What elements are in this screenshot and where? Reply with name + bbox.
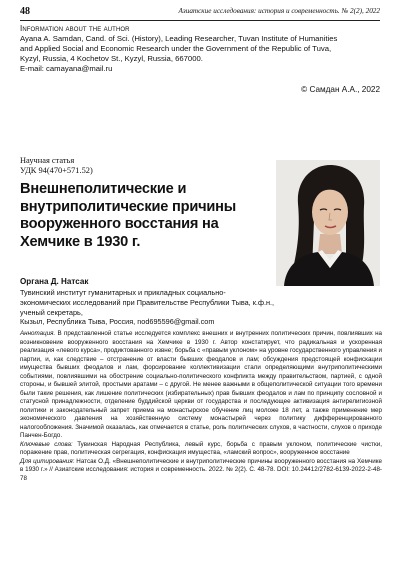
author-info-heading: Information about the author: [20, 24, 130, 33]
author-photo: [276, 160, 380, 286]
article-type: Научная статья: [20, 156, 75, 165]
page-number: 48: [20, 6, 30, 17]
abstract-text: В представленной статье исследуется комплекс внешних и внутренних политических причин, повлиявших на возникновение вооруженного восстания на Хемчике в 1930 г. Автор констатирует, что радикальная и ускоренная реализация «левого курса», продиктованного извне; борьба с «правым уклоном» на уровне государственного управления и партии, и, как следствие – отстранение от власти бывших феодалов и лам; обсуждения предстоящей конфискации имущества бывших феодалов и лам, форсирование коллективизации стали определяющими внутриполитическими событиями, повлиявшими на обострение социально-политического конфликта между правительством, партией, с одной стороны, и бывшей элитой, простыми аратами – с другой. Не менее важными в общеполитической ситуации того времени были такие решения, как лишение политических (избирательных) прав бывших феодалов и лам по принципу сословной и статусной принадлежности, отделение буддийской церкви от государства и последующее активизация антирелигиозной политики и законодательный запрет приема на монастырское обучение лиц моложе 18 лет, а также применение мер экономического давления на хозяйственную систему монастырей через политику дифференцированного налогообложения. Значимой оказалась, как отмечается в статье, роль политических слухов, в частности, слухов о приходе Панчен-Богдо.: [20, 330, 382, 439]
author-info-line: Ayana A. Samdan, Cand. of Sci. (History), Leading Researcher, Tuvan Institute of Humanities: [20, 33, 338, 43]
affiliation-line: Кызыл, Республика Тыва, Россия, nod695596@gmail.com: [20, 317, 215, 327]
journal-running-title: Азиатские исследования: история и современность. № 2(2), 2022: [178, 7, 380, 15]
keywords-paragraph: [20, 441, 382, 458]
author-info-block: [20, 24, 382, 74]
affiliation-line: экономических исследований при Правительстве Республики Тыва, к.ф.н., ученый секретарь,: [20, 297, 275, 317]
abstract-block: [20, 330, 382, 483]
citation-text: Натсак О.Д. «Внешнеполитические и внутриполитические причины вооруженного восстания на Хемчике в 1930 г.» // Азиатские исследования: история и современность. 2022. № 2(2). С. 48-78. DOI: 10.24412/2782-6139-2022-2-48-78: [20, 457, 382, 482]
author-email[interactable]: E-mail: camayana@mail.ru: [20, 63, 113, 73]
author-info-line: and Applied Social and Economic Research under the Government of the Republic of Tuva,: [20, 43, 332, 53]
keywords-text: Тувинская Народная Республика, левый курс, борьба с правым уклоном, политические чистки, поражение прав, политическая сегрегация, конфискация имущества, «ламский вопрос», вооруженное восстание: [20, 440, 382, 456]
citation-paragraph: [20, 458, 382, 484]
udk-code: УДК 94(470+571.52): [20, 166, 93, 175]
title-line: Внешнеполитические и: [20, 181, 187, 197]
author-name: Органа Д. Натсак: [20, 277, 89, 286]
author-info-line: Kyzyl, Russia, 4 Kochetov St., Kyzyl, Russia, 667000.: [20, 53, 203, 63]
title-line: вооруженного восстания на: [20, 216, 219, 232]
running-header: [20, 6, 380, 20]
author-affiliation: [20, 288, 300, 327]
article-title: [20, 181, 255, 251]
title-line: Хемчике в 1930 г.: [20, 233, 141, 250]
affiliation-line: Тувинский институт гуманитарных и прикладных социально-: [20, 288, 226, 297]
header-rule: [20, 20, 380, 21]
author-portrait-image: [276, 160, 380, 286]
title-line: внутриполитические причины: [20, 198, 237, 215]
abstract-label: Аннотация.: [20, 330, 56, 337]
citation-label: Для цитирования:: [20, 457, 75, 465]
keywords-label: Ключевые слова:: [20, 440, 73, 448]
copyright-notice: © Самдан А.А., 2022: [301, 85, 380, 94]
abstract-paragraph: [20, 330, 382, 441]
